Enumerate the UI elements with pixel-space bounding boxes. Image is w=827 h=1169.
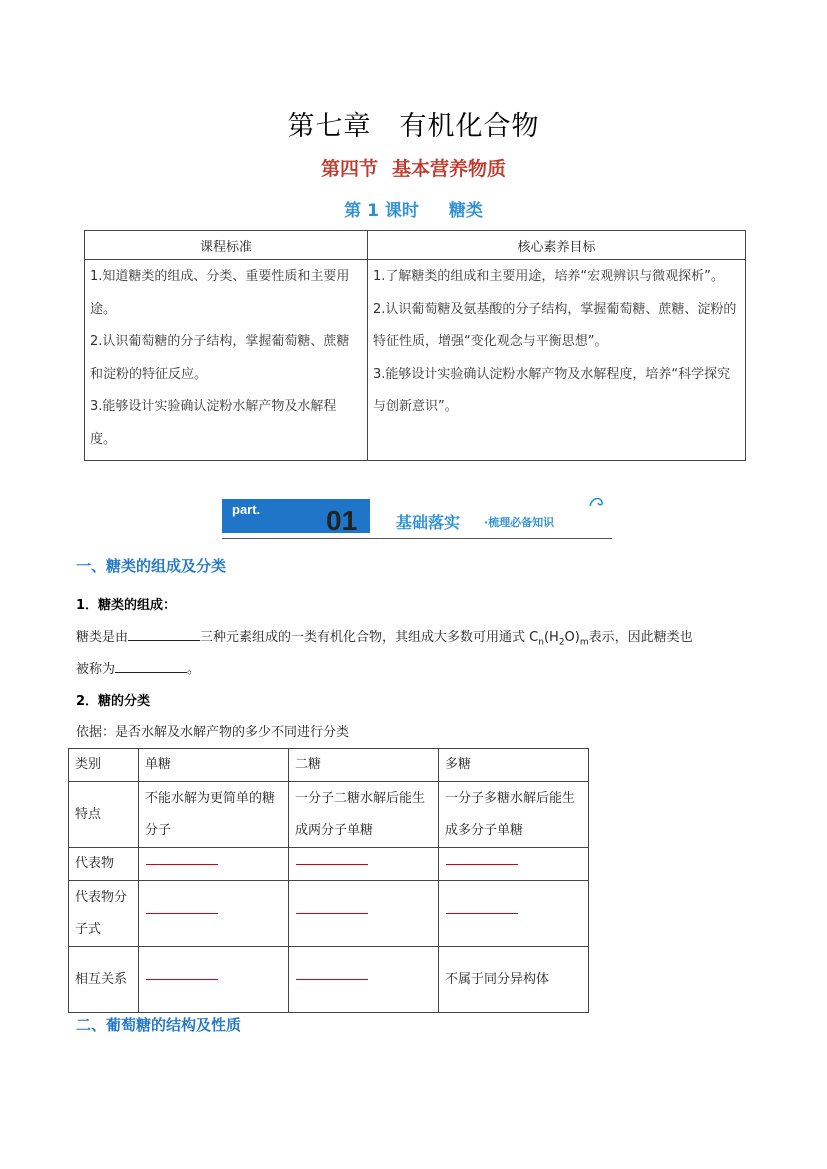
header-disaccharide: 二糖: [289, 749, 439, 782]
section1-heading: 一、糖类的组成及分类: [76, 557, 227, 575]
blank-rep-poly[interactable]: [446, 863, 518, 865]
chapter-title: [0, 104, 827, 143]
core-goals-cell: [368, 260, 746, 461]
section-title: [0, 154, 827, 181]
section-name: 基本营养物质: [392, 158, 507, 180]
banner-number: 01: [326, 505, 358, 536]
section2-heading: 二、葡萄糖的结构及性质: [76, 1016, 242, 1034]
row-label-formula: 代表物分子式: [69, 881, 139, 947]
table-row: [69, 749, 589, 782]
blank-rep-di[interactable]: [296, 863, 368, 865]
blank-relation-mono[interactable]: [146, 978, 218, 980]
row-label-representative: 代表物: [69, 848, 139, 881]
classification-table: [68, 748, 589, 1013]
standards-header-core: 核心素养目标: [368, 231, 746, 260]
relation-polysaccharide: 不属于同分异构体: [439, 947, 589, 1013]
lesson-title: [0, 196, 827, 221]
classification-subheading: 2．糖的分类: [76, 694, 151, 709]
feature-polysaccharide: 一分子多糖水解后能生成多分子单糖: [439, 782, 589, 848]
table-row: [69, 848, 589, 881]
course-standard-3: 3.能够设计实验确认淀粉水解产物及水解程度。: [90, 399, 337, 447]
core-goal-1: 1.了解糖类的组成和主要用途，培养“宏观辨识与微观探析”。: [373, 269, 724, 284]
course-standard-2: 2.认识葡萄糖的分子结构，掌握葡萄糖、蔗糖和淀粉的特征反应。: [90, 334, 350, 382]
standards-table: [84, 230, 746, 461]
course-standards-cell: [85, 260, 368, 461]
banner-sub-text: ·梳理必备知识: [484, 516, 555, 529]
section-number: 第四节: [320, 158, 378, 180]
header-category: 类别: [69, 749, 139, 782]
row-label-feature: 特点: [69, 782, 139, 848]
blank-relation-di[interactable]: [296, 978, 368, 980]
header-polysaccharide: 多糖: [439, 749, 589, 782]
blank-rep-mono[interactable]: [146, 863, 218, 865]
core-goal-2: 2.认识葡萄糖及氨基酸的分子结构，掌握葡萄糖、蔗糖、淀粉的特征性质，增强“变化观念与平衡思想”。: [373, 301, 737, 349]
composition-paragraph-line1: 糖类是由 三种元素组成的一类有机化合物，其组成大多数可用通式 $C_n(H_2O)_m$表示，因此糖类也: [76, 626, 693, 648]
table-row: [69, 782, 589, 848]
lesson-number: 第 1 课时: [344, 201, 419, 221]
table-row: [69, 947, 589, 1013]
feature-monosaccharide: 不能水解为更简单的糖分子: [139, 782, 289, 848]
lesson-name: 糖类: [448, 201, 483, 221]
banner-part-label: part.: [232, 502, 261, 517]
fill-blank-elements[interactable]: [128, 627, 200, 641]
table-row: [69, 881, 589, 947]
blank-formula-mono[interactable]: [146, 912, 218, 914]
part-banner: [222, 496, 614, 546]
banner-underline: [222, 538, 612, 539]
chapter-number: 第七章: [287, 111, 372, 142]
curl-decoration-icon: [588, 494, 608, 508]
course-standard-1: 1.知道糖类的组成、分类、重要性质和主要用途。: [90, 269, 350, 317]
composition-paragraph-line2: 被称为 。: [76, 658, 200, 677]
fill-blank-alias[interactable]: [115, 659, 187, 673]
blank-formula-di[interactable]: [296, 912, 368, 914]
feature-disaccharide: 一分子二糖水解后能生成两分子单糖: [289, 782, 439, 848]
composition-subheading: 1．糖类的组成：: [76, 598, 177, 613]
core-goal-3: 3.能够设计实验确认淀粉水解产物及水解程度，培养“科学探究与创新意识”。: [373, 366, 731, 414]
row-label-relation: 相互关系: [69, 947, 139, 1013]
standards-header-course: 课程标准: [85, 231, 368, 260]
banner-main-text: 基础落实: [396, 513, 461, 532]
classification-basis: 依据：是否水解及水解产物的多少不同进行分类: [76, 725, 350, 740]
blank-formula-poly[interactable]: [446, 912, 518, 914]
chapter-name: 有机化合物: [399, 111, 540, 142]
header-monosaccharide: 单糖: [139, 749, 289, 782]
